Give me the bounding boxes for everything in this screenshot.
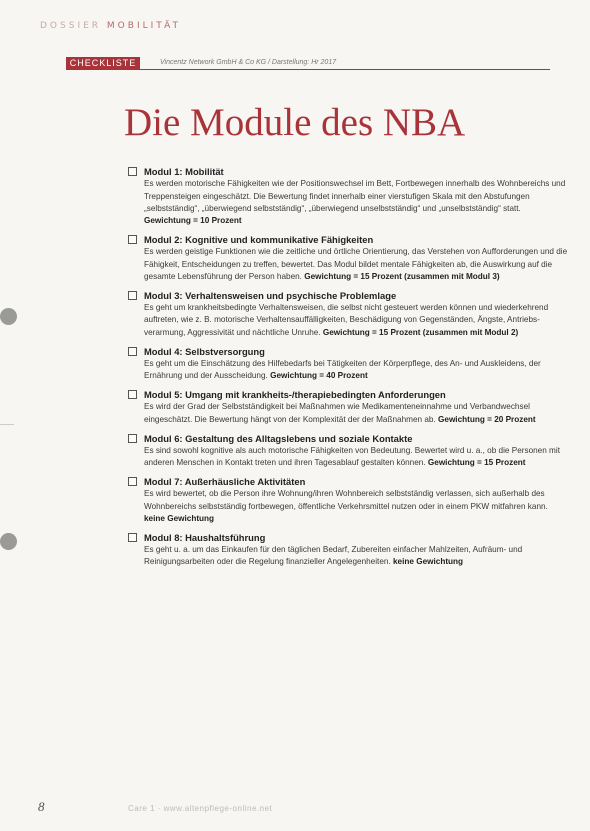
section-kicker bbox=[40, 21, 181, 31]
module-list bbox=[128, 166, 568, 575]
checkbox-icon[interactable] bbox=[128, 434, 137, 443]
punch-hole bbox=[0, 533, 17, 550]
module-item bbox=[128, 476, 568, 525]
module-text: Es werden motorische Fähigkeiten wie der Positionswechsel im Bett, Fortbewegen innerhalb des Wohnbereichs und Treppensteigen eingeschätzt. Die Bewertung findet innerhalb einer vierstufigen Skala mit den Abstufungen „selbstständig“, „überwiegend selbstständig“, „überwiegend unselbstständig“ und „unselbstständig“ statt. bbox=[144, 179, 566, 213]
module-item bbox=[128, 433, 568, 470]
module-body bbox=[144, 445, 568, 470]
module-text: Es geht um krankheitsbedingte Verhaltensweisen, die selbst nicht gesteuert werden können und wiederkehrend auftreten, wie z. B. motorische Verhaltensauffälligkeiten, Beschädigung von Gegenständen, Ängste, Antriebsverarmung, Aggressivität und nächtliche Unruhe. bbox=[144, 303, 549, 337]
module-body bbox=[144, 358, 568, 383]
module-title: Modul 3: Verhaltensweisen und psychische Problemlage bbox=[144, 289, 397, 301]
module-body bbox=[144, 401, 568, 426]
module-body bbox=[144, 246, 568, 283]
kicker-light: DOSSIER bbox=[40, 21, 102, 31]
page-number: 8 bbox=[38, 799, 45, 814]
page-title: Die Module des NBA bbox=[124, 101, 466, 144]
module-title: Modul 2: Kognitive und kommunikative Fähigkeiten bbox=[144, 234, 374, 246]
punch-hole bbox=[0, 308, 17, 325]
module-item bbox=[128, 290, 568, 339]
checkbox-icon[interactable] bbox=[128, 477, 137, 486]
checkbox-icon[interactable] bbox=[128, 347, 137, 356]
byline: Vincentz Network GmbH & Co KG / Darstellung: Hr 2017 bbox=[160, 59, 337, 66]
module-weight: keine Gewichtung bbox=[144, 513, 215, 523]
checkbox-icon[interactable] bbox=[128, 533, 137, 542]
module-weight: Gewichtung = 20 Prozent bbox=[438, 414, 536, 424]
module-item bbox=[128, 166, 568, 227]
module-text: Es wird der Grad der Selbstständigkeit bei Maßnahmen wie Medikamenteneinnahme und Verbandwechsel eingeschätzt. Die Bewertung hängt von der Komplexität der der Maßnahmen ab. bbox=[144, 402, 530, 424]
module-text: Es geht um die Einschätzung des Hilfebedarfs bei Tätigkeiten der Körperpflege, des An- und Auskleidens, der Ernährung und der Ausscheidung. bbox=[144, 358, 541, 381]
module-weight: Gewichtung = 15 Prozent (zusammen mit Modul 2) bbox=[322, 327, 519, 337]
module-title: Modul 6: Gestaltung des Alltagslebens und soziale Kontakte bbox=[144, 432, 413, 444]
module-body bbox=[144, 302, 568, 339]
module-weight: Gewichtung = 10 Prozent bbox=[144, 216, 242, 226]
checkbox-icon[interactable] bbox=[128, 291, 137, 300]
module-weight: Gewichtung = 15 Prozent bbox=[427, 458, 526, 468]
kicker-strong: MOBILITÄT bbox=[106, 21, 182, 31]
module-weight: Gewichtung = 15 Prozent (zusammen mit Modul 3) bbox=[304, 271, 500, 281]
module-title: Modul 4: Selbstversorgung bbox=[144, 345, 265, 357]
header-rule bbox=[140, 69, 550, 70]
module-text: Es werden geistige Funktionen wie die zeitliche und örtliche Orientierung, das Verstehen von Aufforderungen und die Fähigkeit, Entscheidungen zu treffen, bewertet. Das Modul bildet mentale Fähigkeiten ab, die Auswirkung auf die gesamte Lebensführung der Person haben. bbox=[144, 247, 568, 281]
module-body bbox=[144, 488, 568, 525]
module-body bbox=[144, 544, 568, 569]
module-text: Es wird bewertet, ob die Person ihre Wohnung/ihren Wohnbereich selbstständig verlassen, sich außerhalb des Wohnbereichs selbstständig fortbewegen, öffentliche Verkehrsmittel nutzen oder in einem PKW mitfahren kann. bbox=[144, 489, 548, 511]
module-title: Modul 5: Umgang mit krankheits-/therapiebedingten Anforderungen bbox=[144, 389, 446, 401]
module-item bbox=[128, 346, 568, 383]
footer-url: Care 1 · www.altenpflege-online.net bbox=[128, 804, 273, 813]
module-item bbox=[128, 389, 568, 426]
module-item bbox=[128, 234, 568, 283]
module-text: Es sind sowohl kognitive als auch motorische Fähigkeiten von Bedeutung. Bewertet wird u. a., ob die Personen mit anderen Menschen in Kontakt treten und ihren Tagesablauf gestalten können. bbox=[144, 445, 560, 468]
module-title: Modul 7: Außerhäusliche Aktivitäten bbox=[144, 476, 306, 488]
checklist-badge: CHECKLISTE bbox=[66, 57, 140, 70]
checkbox-icon[interactable] bbox=[128, 167, 137, 176]
checkbox-icon[interactable] bbox=[128, 390, 137, 399]
checkbox-icon[interactable] bbox=[128, 235, 137, 244]
module-body bbox=[144, 178, 568, 227]
module-title: Modul 1: Mobilität bbox=[144, 166, 224, 177]
module-weight: keine Gewichtung bbox=[393, 557, 464, 567]
fold-mark bbox=[0, 424, 14, 425]
module-weight: Gewichtung = 40 Prozent bbox=[270, 371, 368, 381]
module-title: Modul 8: Haushaltsführung bbox=[144, 531, 266, 543]
module-item bbox=[128, 532, 568, 569]
module-text: Es geht u. a. um das Einkaufen für den täglichen Bedarf, Zubereiten einfacher Mahlzeiten, Aufräum- und Reinigungsarbeiten oder die Regelung finanzieller Angelegenheiten. bbox=[144, 545, 523, 567]
